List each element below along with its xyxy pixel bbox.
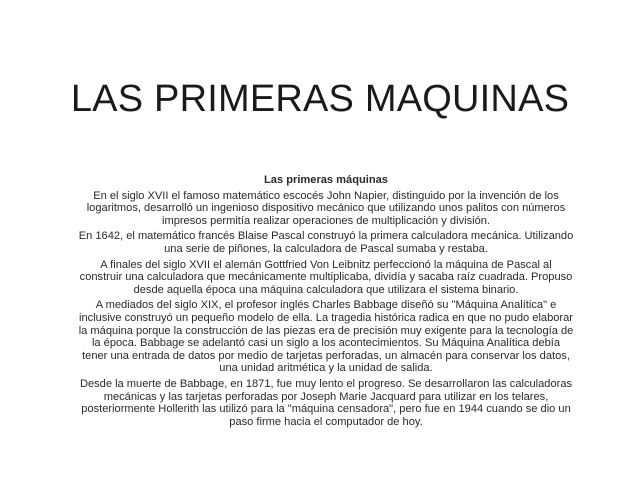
paragraph-babbage: A mediados del siglo XIX, el profesor inglés Charles Babbage diseñó su "Máquina Analítica" e inclusive construyó un pequeño modelo de ella. La tragedia histórica radica en que no pudo elaborar la máquina porque la construcción de las piezas era de precisión muy exigente para la tecnología de la época. Babbage se adelantó casi un siglo a los acontecimientos. Su Máquina Analítica debía tener una entrada de datos por medio de tarjetas perforadas, un almacén para conservar los datos, una unidad aritmética y la unidad de salida.: [78, 299, 574, 375]
paragraph-jacquard-hollerith: Desde la muerte de Babbage, en 1871, fue muy lento el progreso. Se desarrollaron las calculadoras mecánicas y las tarjetas perforadas por Joseph Marie Jacquard para utilizar en los telares, posteriormente Hollerith las utilizó para la "máquina censadora", pero fue en 1944 cuando se dio un paso firme hacia el computador de hoy.: [79, 377, 573, 428]
slide-body: [78, 174, 574, 431]
paragraph-napier: En el siglo XVII el famoso matemático escocés John Napier, distinguido por la invención de los logaritmos, desarrolló un ingenioso dispositivo mecánico que utilizando unos palitos con números impresos permitía realizar operaciones de multiplicación y división.: [86, 189, 566, 227]
paragraph-leibnitz: A finales del siglo XVII el alemán Gottfried Von Leibnitz perfeccionó la máquina de Pascal al construir una calculadora que mecánicamente multiplicaba, dividía y sacaba raíz cuadrada. Propuso desde aquella época una máquina calculadora que utilizara el sistema binario.: [79, 258, 573, 296]
slide-subtitle: Las primeras máquinas: [264, 174, 388, 186]
slide-title: LAS PRIMERAS MAQUINAS: [70, 78, 570, 120]
paragraph-pascal: En 1642, el matemático francés Blaise Pascal construyó la primera calculadora mecánica. Utilizando una serie de piñones, la calculadora de Pascal sumaba y restaba.: [78, 230, 574, 255]
